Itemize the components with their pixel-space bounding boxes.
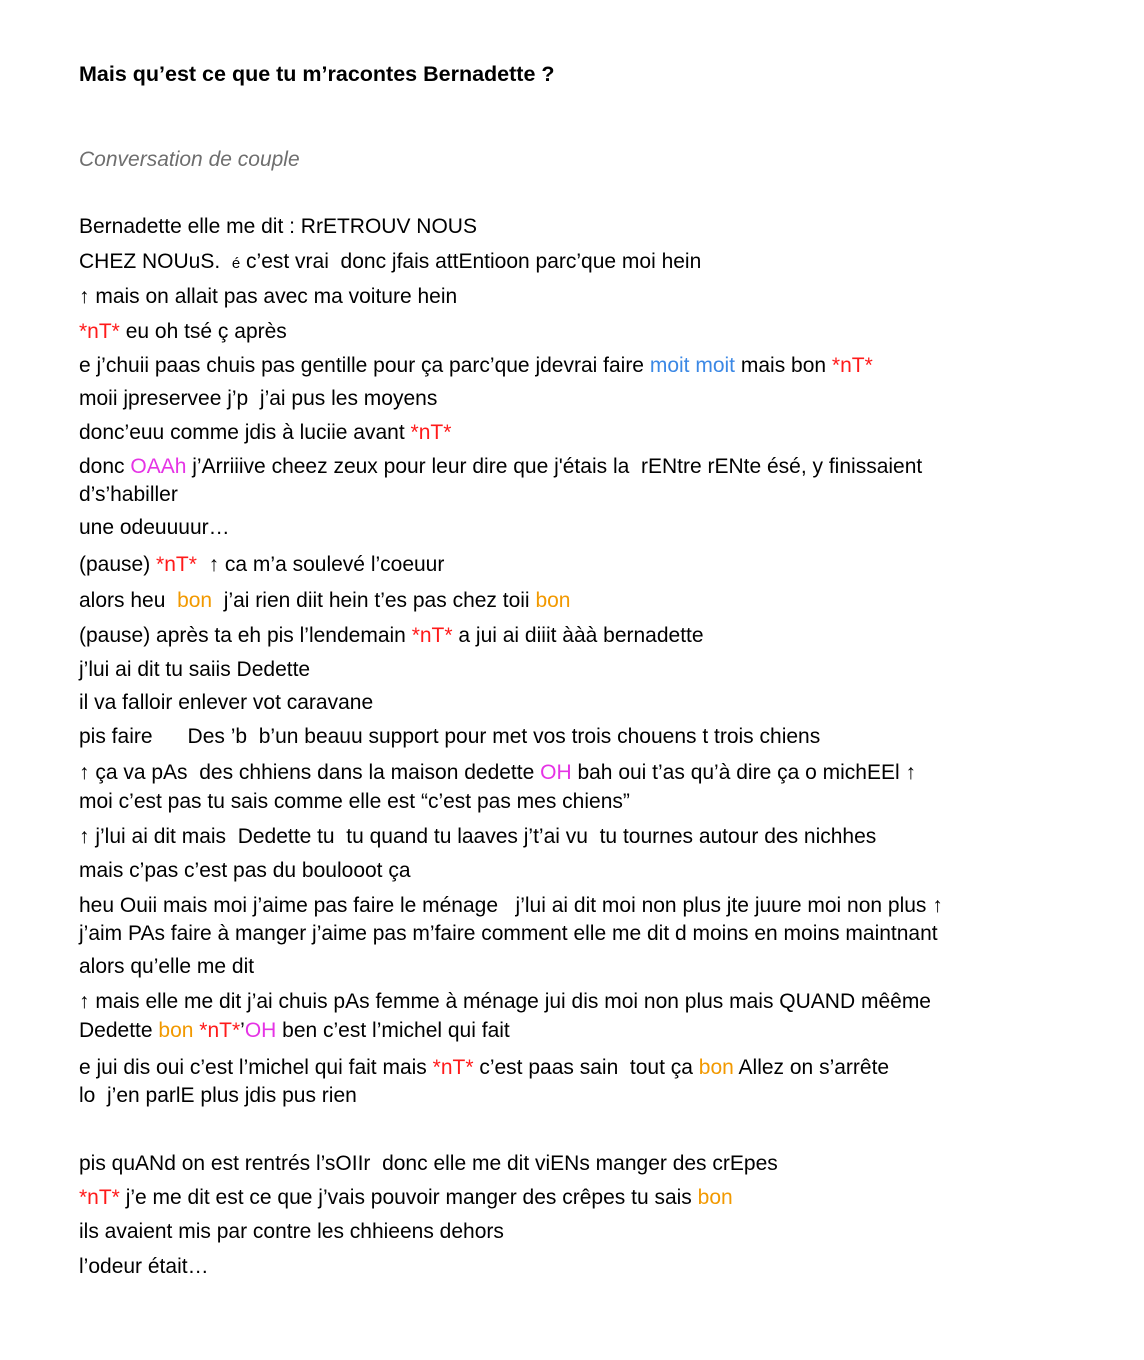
nt-marker: *nT*	[79, 1186, 120, 1209]
nt-marker: *nT*	[432, 1056, 474, 1079]
transcript-line	[79, 1054, 889, 1082]
transcript-line	[79, 453, 922, 481]
transcript-line	[79, 656, 310, 684]
transcript-line	[79, 1150, 778, 1178]
line-text: ben c’est l’michel qui fait	[276, 1019, 510, 1042]
transcript-line	[79, 551, 444, 579]
transcript-line	[79, 587, 570, 615]
nt-marker: *nT*	[831, 354, 873, 377]
transcript-line	[79, 213, 477, 241]
transcript-line	[79, 352, 873, 380]
line-text: j’aim PAs faire à manger j’aime pas m’faire comment elle me dit d moins en moins maintnant	[79, 922, 938, 945]
line-text: (pause)	[79, 553, 157, 576]
document-title: Mais qu’est ce que tu m’racontes Bernadette ?	[79, 62, 555, 86]
line-text: c’est vrai donc jfais attEntioon parc’que moi hein	[240, 250, 702, 273]
line-text: ↑ mais on allait pas avec ma voiture hein	[79, 285, 458, 308]
transcript-line	[79, 689, 373, 717]
line-text: d’s’habiller	[79, 483, 178, 506]
document-subtitle: Conversation de couple	[79, 148, 300, 171]
transcript-line	[79, 1017, 510, 1045]
transcript-line	[79, 481, 178, 509]
bon-marker: bon	[535, 589, 571, 612]
line-text: ↑ ça va pAs des chhiens dans la maison dedette	[79, 761, 541, 784]
line-text: a jui ai diiit ààà bernadette	[452, 624, 704, 647]
line-text: l’odeur était…	[79, 1255, 209, 1278]
line-text: il va falloir enlever vot caravane	[79, 691, 374, 714]
line-text: mais bon	[735, 354, 832, 377]
transcript-line	[79, 283, 457, 311]
line-text: pis faire Des ’b b’un beauu support pour met vos trois chouens t trois chiens	[79, 725, 821, 748]
line-text: ↑ mais elle me dit j’ai chuis pAs femme à ménage jui dis moi non plus mais QUAND mêême	[79, 990, 931, 1013]
nt-marker: *nT*	[410, 421, 452, 444]
nt-marker: *nT*	[411, 624, 453, 647]
exclamation: OH	[244, 1019, 277, 1042]
line-text: Bernadette elle me dit : RrETROUV NOUS	[79, 215, 477, 238]
line-text: pis quANd on est rentrés l’sOIIr donc elle me dit viENs manger des crEpes	[79, 1152, 778, 1175]
line-text: e jui dis oui c’est l’michel qui fait mais	[79, 1056, 433, 1079]
nt-marker: *nT*	[199, 1019, 241, 1042]
transcript-line	[79, 419, 451, 447]
transcript-line	[79, 759, 916, 787]
transcript-line	[79, 857, 411, 885]
transcript-line	[79, 953, 254, 981]
line-text: e j’chuii paas chuis pas gentille pour ça parc’que jdevrai faire	[79, 354, 650, 377]
transcript-line	[79, 514, 230, 542]
line-text: mais c’pas c’est pas du boulooot ça	[79, 859, 411, 882]
transcript-line	[79, 248, 701, 278]
line-text: alors qu’elle me dit	[79, 955, 255, 978]
line-text: lo j’en parlE plus jdis pus rien	[79, 1084, 357, 1107]
line-text: CHEZ NOUuS.	[79, 250, 232, 273]
line-text: j’ai rien diit hein t’es pas chez toii	[212, 589, 536, 612]
nt-marker: *nT*	[79, 320, 120, 343]
bon-marker: bon	[177, 589, 213, 612]
transcript-line	[79, 988, 931, 1016]
transcript-line	[79, 1253, 209, 1281]
line-text: alors heu	[79, 589, 178, 612]
line-text: Allez on s’arrête	[733, 1056, 890, 1079]
bon-marker: bon	[698, 1056, 734, 1079]
exclamation: OAAh	[130, 455, 187, 478]
bon-marker: bon	[158, 1019, 194, 1042]
transcript-line	[79, 622, 704, 650]
line-text: (pause) après ta eh pis l’lendemain	[79, 624, 412, 647]
line-text: bah oui t’as qu’à dire ça o michEEl ↑	[571, 761, 916, 784]
line-text: j’e me dit est ce que j’vais pouvoir manger des crêpes tu sais	[119, 1186, 698, 1209]
line-text: moii jpreservee j’p j’ai pus les moyens	[79, 387, 438, 410]
line-text: donc’euu comme jdis à luciie avant	[79, 421, 411, 444]
line-text: ils avaient mis par contre les chhieens dehors	[79, 1220, 504, 1243]
transcript-line	[79, 723, 820, 751]
exclamation: OH	[540, 761, 572, 784]
line-text: ↑ ca m’a soulevé l’coeuur	[196, 553, 445, 576]
line-text: j’Arriiive cheez zeux pour leur dire que j'étais la rENtre rENte ésé, y finissaient	[186, 455, 923, 478]
line-text: heu Ouii mais moi j’aime pas faire le ménage j’lui ai dit moi non plus jte juure moi non plus ↑	[79, 894, 943, 917]
line-text: c’est paas sain tout ça	[473, 1056, 699, 1079]
line-text: ↑ j’lui ai dit mais Dedette tu tu quand tu laaves j’t’ai vu tu tournes autour des nichhes	[79, 825, 877, 848]
line-text: eu oh tsé ç après	[119, 320, 287, 343]
line-text: Dedette	[79, 1019, 159, 1042]
line-text: donc	[79, 455, 131, 478]
transcript-line	[79, 318, 287, 346]
line-text: moi c’est pas tu sais comme elle est “c’est pas mes chiens”	[79, 790, 630, 813]
transcript-line	[79, 385, 437, 413]
moit-moit-marker: moit moit	[649, 354, 736, 377]
transcript-line	[79, 823, 876, 851]
line-text: j’lui ai dit tu saiis Dedette	[79, 658, 311, 681]
line-text: ’	[240, 1019, 245, 1042]
transcript-line	[79, 920, 938, 948]
transcript-line	[79, 892, 943, 920]
transcript-line	[79, 1184, 733, 1212]
line-text: une odeuuuur…	[79, 516, 230, 539]
small-glyph: é	[231, 255, 241, 272]
nt-marker: *nT*	[156, 553, 197, 576]
transcript-line	[79, 788, 630, 816]
transcript-line	[79, 1218, 504, 1246]
bon-marker: bon	[697, 1186, 733, 1209]
transcript-line	[79, 1082, 357, 1110]
